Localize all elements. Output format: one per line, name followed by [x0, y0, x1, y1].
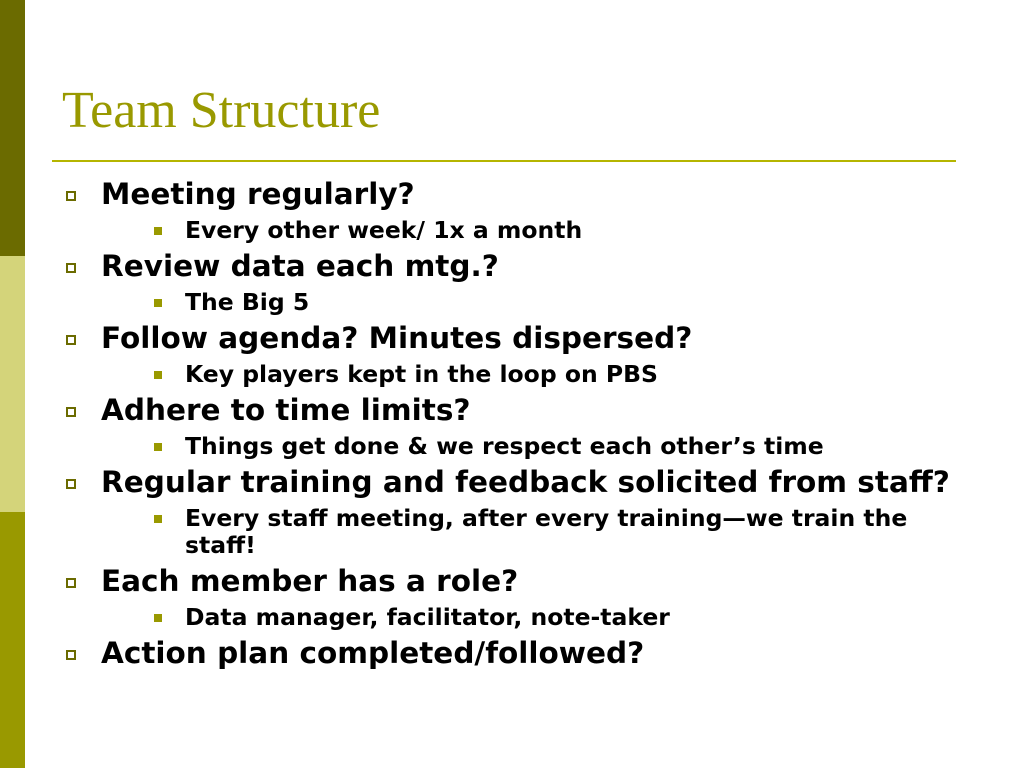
hollow-square-bullet-icon	[66, 335, 76, 345]
bullet-text: Meeting regularly?	[101, 177, 415, 211]
sub-bullet-text: The Big 5	[185, 288, 310, 316]
sub-bullet-item	[101, 217, 972, 244]
bullet-text: Regular training and feedback solicited from staff?	[101, 465, 950, 499]
sub-bullet-text: Data manager, facilitator, note-taker	[185, 603, 670, 631]
sub-bullet-list	[101, 361, 972, 388]
bullet-item-review-data	[62, 250, 972, 316]
filled-square-bullet-icon	[154, 614, 162, 622]
hollow-square-bullet-icon	[66, 407, 76, 417]
hollow-square-bullet-icon	[66, 479, 76, 489]
sub-bullet-list	[101, 433, 972, 460]
bullet-item-time-limits	[62, 394, 972, 460]
hollow-square-bullet-icon	[66, 650, 76, 660]
slide-title: Team Structure	[62, 82, 381, 139]
sub-bullet-item	[101, 505, 972, 559]
bullet-text: Action plan completed/followed?	[101, 636, 645, 670]
sub-bullet-list	[101, 289, 972, 316]
title-underline	[52, 160, 956, 162]
sub-bullet-item	[101, 604, 972, 631]
bullet-item-meeting	[62, 178, 972, 244]
hollow-square-bullet-icon	[66, 191, 76, 201]
filled-square-bullet-icon	[154, 227, 162, 235]
sub-bullet-item	[101, 289, 972, 316]
sub-bullet-text: Key players kept in the loop on PBS	[185, 360, 658, 388]
bullet-text: Review data each mtg.?	[101, 249, 499, 283]
side-accent-bar	[0, 0, 25, 768]
hollow-square-bullet-icon	[66, 578, 76, 588]
sub-bullet-item	[101, 361, 972, 388]
bullet-text: Adhere to time limits?	[101, 393, 471, 427]
filled-square-bullet-icon	[154, 371, 162, 379]
filled-square-bullet-icon	[154, 515, 162, 523]
sub-bullet-text: Every other week/ 1x a month	[185, 216, 583, 244]
sub-bullet-list	[101, 505, 972, 559]
filled-square-bullet-icon	[154, 443, 162, 451]
hollow-square-bullet-icon	[66, 263, 76, 273]
bullet-list	[62, 178, 972, 670]
bullet-item-roles	[62, 565, 972, 631]
sub-bullet-text: Things get done & we respect each other’s time	[185, 432, 824, 460]
bullet-item-action-plan	[62, 637, 972, 670]
bullet-text: Each member has a role?	[101, 564, 519, 598]
bullet-item-agenda	[62, 322, 972, 388]
side-bar-light-segment	[0, 256, 25, 512]
sub-bullet-list	[101, 217, 972, 244]
side-bar-mid-segment	[0, 512, 25, 768]
sub-bullet-text: Every staff meeting, after every training—we train the staff!	[185, 504, 908, 559]
bullet-text: Follow agenda? Minutes dispersed?	[101, 321, 693, 355]
bullet-item-training	[62, 466, 972, 559]
sub-bullet-item	[101, 433, 972, 460]
side-bar-dark-segment	[0, 0, 25, 256]
sub-bullet-list	[101, 604, 972, 631]
filled-square-bullet-icon	[154, 299, 162, 307]
